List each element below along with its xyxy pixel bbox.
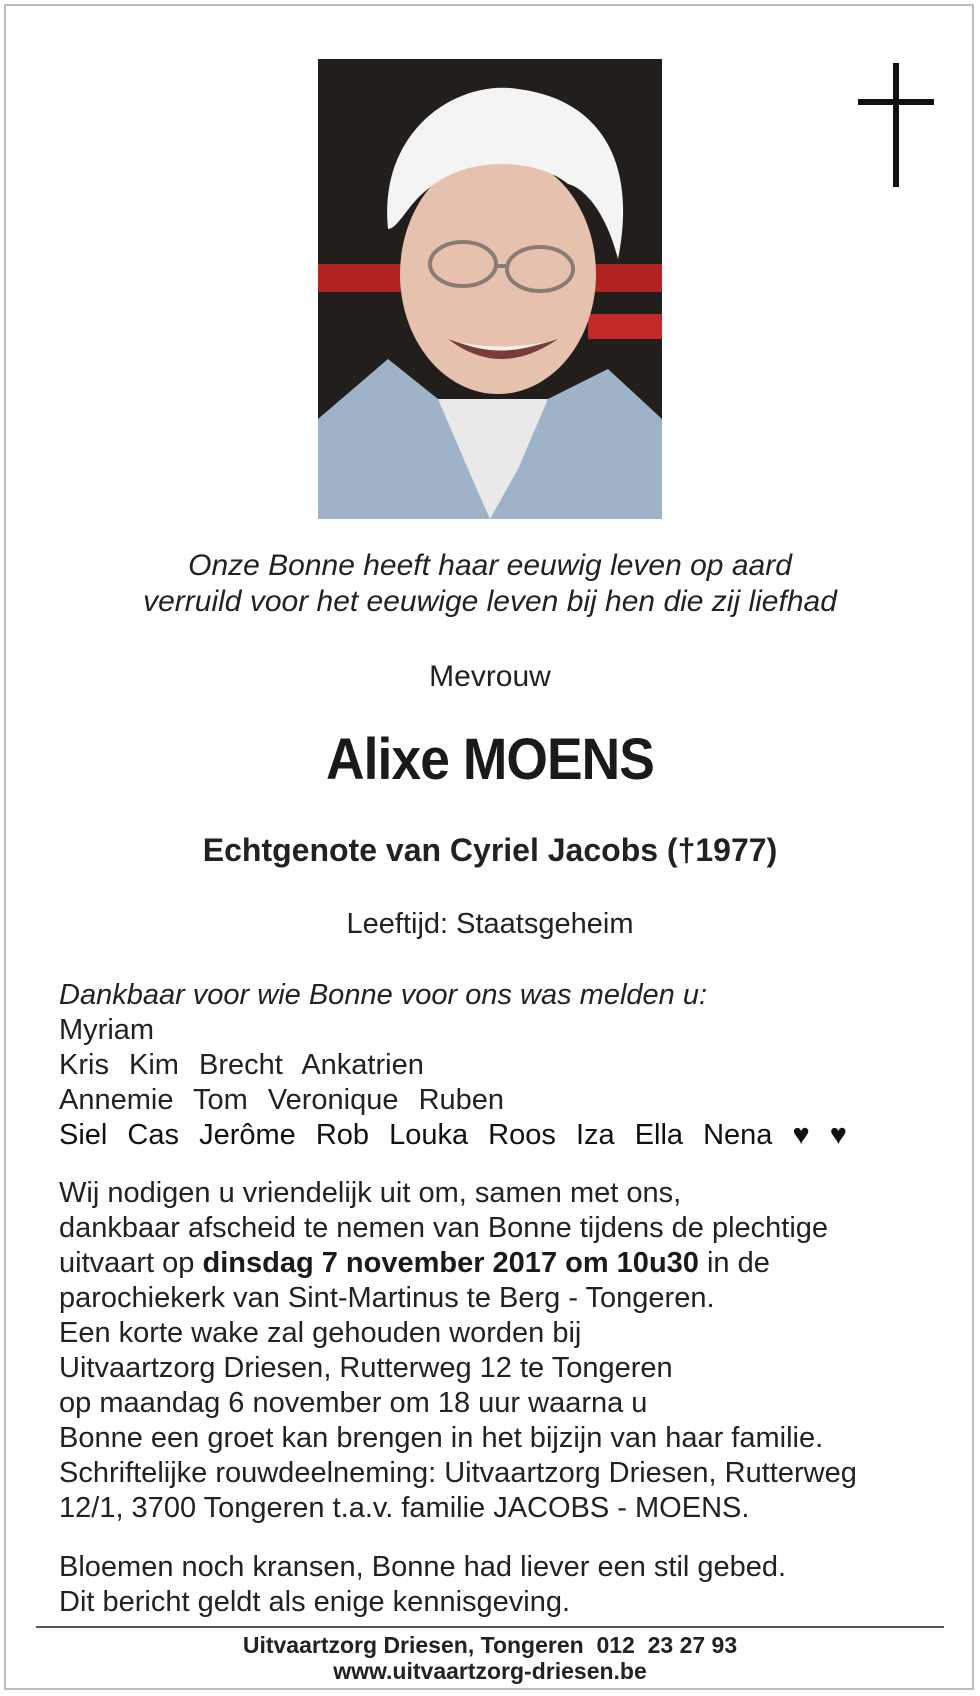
invitation-line xyxy=(59,1246,939,1281)
family-name: Brecht xyxy=(199,1049,283,1081)
invitation-line: Bonne een groet kan brengen in het bijzijn van haar familie. xyxy=(59,1422,824,1454)
heart-icon: ♥ xyxy=(792,1119,810,1151)
closing-line: Bloemen noch kransen, Bonne had liever een stil gebed. xyxy=(59,1551,787,1583)
portrait-photo xyxy=(318,59,662,519)
family-name: Siel xyxy=(59,1119,108,1151)
family-name: Veronique xyxy=(267,1084,399,1116)
invitation-line: Schriftelijke rouwdeelneming: Uitvaartzorg Driesen, Rutterweg xyxy=(59,1457,857,1489)
family-name: Kim xyxy=(129,1049,179,1081)
quote-line-2: verruild voor het eeuwige leven bij hen die zij liefhad xyxy=(143,585,837,618)
family-name: Roos xyxy=(488,1119,556,1151)
footer-website[interactable]: www.uitvaartzorg-driesen.be xyxy=(333,1658,647,1684)
family-row-1 xyxy=(59,1013,859,1048)
cross-horizontal xyxy=(858,99,934,105)
invitation-line: dankbaar afscheid te nemen van Bonne tijdens de plechtige xyxy=(59,1212,829,1244)
invitation-text: uitvaart op xyxy=(59,1247,203,1279)
family-name: Iza xyxy=(575,1119,615,1151)
family-name: Ankatrien xyxy=(301,1049,424,1081)
family-name: Kris xyxy=(59,1049,109,1081)
cross-vertical xyxy=(893,63,899,187)
footer-divider xyxy=(36,1626,944,1628)
family-name: Ella xyxy=(634,1119,684,1151)
family-name: Cas xyxy=(127,1119,179,1151)
portrait-icon xyxy=(318,59,662,519)
footer-contact: Uitvaartzorg Driesen, Tongeren 012 23 27 93 xyxy=(242,1632,738,1658)
salutation: Mevrouw xyxy=(429,660,551,693)
family-name: Louka xyxy=(389,1119,469,1151)
family-name: Annemie xyxy=(59,1084,174,1116)
quote-line-1: Onze Bonne heeft haar eeuwig leven op aard xyxy=(188,549,792,582)
invitation-line: op maandag 6 november om 18 uur waarna u xyxy=(59,1387,648,1419)
closing-paragraph xyxy=(59,1550,786,1620)
age-line: Leeftijd: Staatsgeheim xyxy=(346,908,634,940)
invitation-line: 12/1, 3700 Tongeren t.a.v. familie JACOBS - MOENS. xyxy=(59,1492,750,1524)
deceased-name: Alixe MOENS xyxy=(326,727,654,792)
invitation-line: parochiekerk van Sint-Martinus te Berg - Tongeren. xyxy=(59,1282,715,1314)
funeral-date: dinsdag 7 november 2017 om 10u30 xyxy=(202,1247,699,1279)
invitation-line: Een korte wake zal gehouden worden bij xyxy=(59,1317,582,1349)
cross-icon xyxy=(858,63,934,187)
invitation-paragraph xyxy=(59,1176,939,1526)
family-name: Nena xyxy=(703,1119,773,1151)
family-names xyxy=(59,1013,859,1153)
family-name: Jerôme xyxy=(199,1119,296,1151)
family-row-4 xyxy=(59,1118,859,1153)
invitation-line: Uitvaartzorg Driesen, Rutterweg 12 te Tongeren xyxy=(59,1352,673,1384)
family-name: Rob xyxy=(315,1119,370,1151)
family-name: Tom xyxy=(193,1084,248,1116)
closing-line: Dit bericht geldt als enige kennisgeving. xyxy=(59,1586,571,1618)
spouse-line: Echtgenote van Cyriel Jacobs (†1977) xyxy=(202,832,778,868)
family-row-3 xyxy=(59,1083,859,1118)
family-name: Ruben xyxy=(418,1084,505,1116)
invitation-text: in de xyxy=(698,1247,770,1279)
family-name: Myriam xyxy=(59,1014,155,1046)
invitation-line: Wij nodigen u vriendelijk uit om, samen met ons, xyxy=(59,1177,682,1209)
family-row-2 xyxy=(59,1048,859,1083)
heart-icon: ♥ xyxy=(829,1119,847,1151)
family-intro: Dankbaar voor wie Bonne voor ons was melden u: xyxy=(59,979,708,1011)
